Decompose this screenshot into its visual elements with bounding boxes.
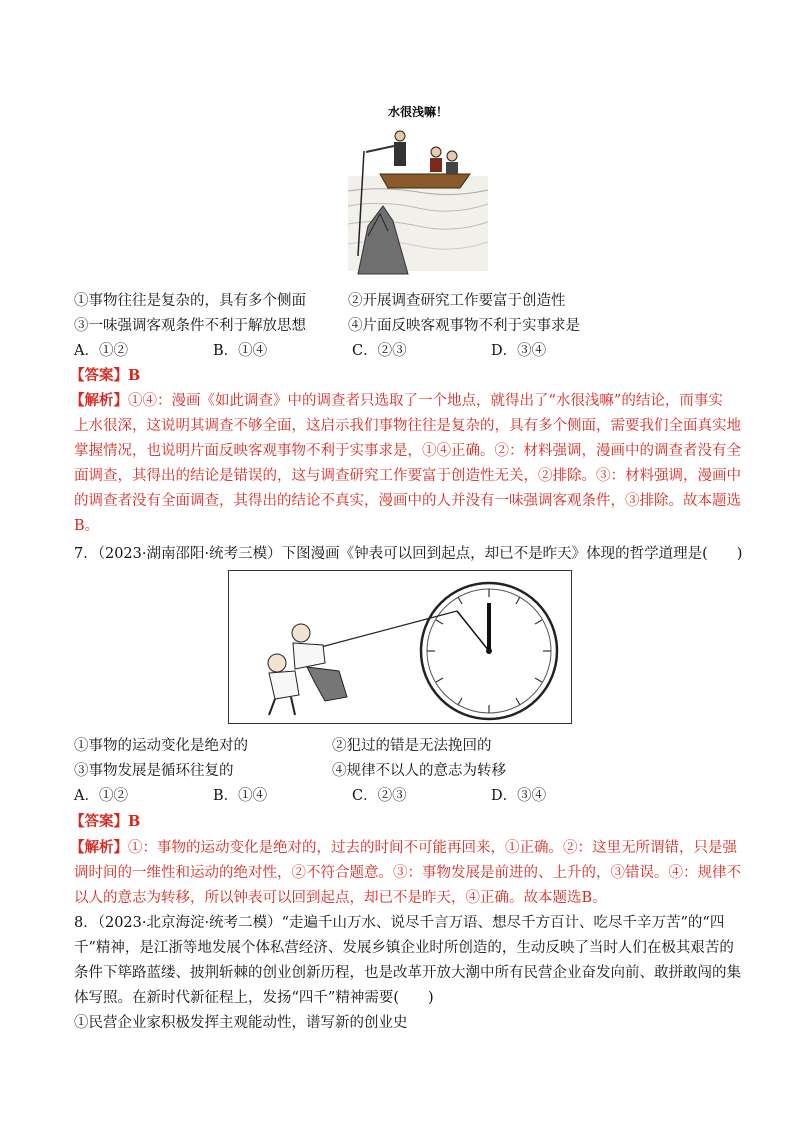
- cartoon-caption: 水很浅嘛！: [387, 105, 449, 119]
- q6-analysis-label: 【解析】: [70, 392, 128, 409]
- q7-choice-a: A．①②: [74, 788, 128, 804]
- q6-analysis-line-4: 面调查，其得出的结论是错误的，这与调查研究工作要富于创造性无关，②排除。③：材料强调，漫画中: [74, 468, 741, 484]
- q6-analysis-line-5: 的调查者没有全面调查，其得出的结论不真实，漫画中的人并没有一味强调客观条件，③排除。故本题选: [74, 493, 741, 509]
- q8-stem-line-2: 千”精神，是江浙等地发展个体私营经济、发展乡镇企业时所创造的，生动反映了当时人们在极其艰苦的: [74, 940, 734, 956]
- q7-choice-c: C．②③: [352, 788, 407, 804]
- q6-choice-d: D．③④: [491, 343, 547, 359]
- cartoon-survey-drawing: [348, 96, 488, 276]
- cartoon-survey-image: [348, 96, 488, 276]
- q6-answer: [70, 366, 140, 386]
- q6-answer-label: 【答案】: [70, 367, 128, 384]
- q7-analysis-text-1: ①：事物的运动变化是绝对的，过去的时间不可能再回来，①正确。②：这里无所谓错，只是强: [128, 840, 737, 856]
- q7-analysis-line-3: 以人的意志为转移，所以钟表可以回到起点，却已不是昨天，④正确。故本题选B。: [74, 890, 607, 906]
- q7-option-1: ①事物的运动变化是绝对的: [74, 738, 248, 754]
- q8-stem-line-4: 体写照。在新时代新征程上，发扬“四千”精神需要( ): [74, 990, 434, 1006]
- q6-option-4: ④片面反映客观事物不利于实事求是: [348, 318, 580, 334]
- cartoon-clock-image: [228, 570, 572, 724]
- cartoon-clock-drawing: [229, 571, 571, 723]
- q6-choice-b: B．①④: [213, 343, 268, 359]
- q7-analysis-line-1: [70, 838, 737, 858]
- q7-option-4: ④规律不以人的意志为转移: [332, 763, 506, 779]
- q7-option-3: ③事物发展是循环往复的: [74, 763, 234, 779]
- q6-option-3: ③一味强调客观条件不利于解放思想: [74, 318, 306, 334]
- q7-analysis-label: 【解析】: [70, 839, 128, 856]
- q6-analysis-line-3: 掌握情况，也说明片面反映客观事物不利于实事求是，①④正确。②：材料强调，漫画中的调查者没有全: [74, 443, 741, 459]
- q6-choice-a: A．①②: [74, 343, 128, 359]
- q6-option-1: ①事物往往是复杂的，具有多个侧面: [74, 293, 306, 309]
- q7-option-2: ②犯过的错是无法挽回的: [332, 738, 492, 754]
- q8-option-1: ①民营企业家积极发挥主观能动性，谱写新的创业史: [74, 1015, 408, 1031]
- q6-option-2: ②开展调查研究工作要富于创造性: [348, 293, 566, 309]
- q8-stem-line-1: 8．（2023·北京海淀·统考二模）“走遍千山万水、说尽千言万语、想尽千方百计、吃尽千辛万苦”的“四: [74, 915, 725, 931]
- q6-answer-value: B: [128, 367, 141, 384]
- q7-answer-label: 【答案】: [70, 813, 128, 830]
- q6-analysis-line-6: B。: [74, 518, 100, 534]
- q7-analysis-line-2: 调时间的一维性和运动的绝对性，②不符合题意。③：事物发展是前进的、上升的，③错误。④：规律不: [74, 865, 741, 881]
- q7-choice-b: B．①④: [213, 788, 268, 804]
- q6-analysis-text-1: ①④：漫画《如此调查》中的调查者只选取了一个地点，就得出了“水很浅嘛”的结论，而事实: [128, 393, 723, 409]
- q7-stem: 7．（2023·湖南邵阳·统考三模）下图漫画《钟表可以回到起点，却已不是昨天》体现的哲学道理是( ): [74, 546, 743, 562]
- q7-answer: [70, 812, 140, 832]
- q8-stem-line-3: 条件下筚路蓝缕、披荆斩棘的创业创新历程，也是改革开放大潮中所有民营企业奋发向前、敢拼敢闯的集: [74, 965, 741, 981]
- q6-choice-c: C．②③: [352, 343, 407, 359]
- q7-choice-d: D．③④: [491, 788, 547, 804]
- q6-analysis-line-2: 上水很深，这说明其调查不够全面，这启示我们事物往往是复杂的，具有多个侧面，需要我们全面真实地: [74, 418, 741, 434]
- q7-answer-value: B: [128, 813, 141, 830]
- q6-analysis-line-1: [70, 391, 723, 411]
